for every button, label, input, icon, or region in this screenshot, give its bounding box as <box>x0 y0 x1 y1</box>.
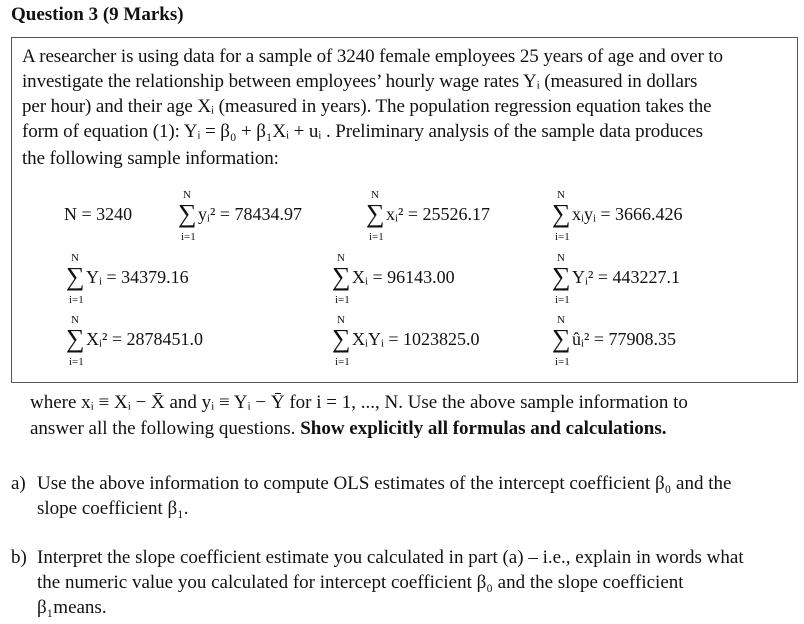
sum-u2-expression: ûᵢ² = 77908.35 <box>572 329 676 349</box>
sum-Y-expression: Yᵢ = 34379.16 <box>86 267 189 287</box>
sigma-symbol: ∑ <box>178 199 197 228</box>
where-instruction: answer all the following questions. <box>30 418 301 439</box>
sum-lower-limit: i=1 <box>555 231 570 243</box>
sigma-symbol: ∑ <box>552 199 571 228</box>
sum-upper-limit: N <box>71 314 79 326</box>
sum-XY-expression: XᵢYᵢ = 1023825.0 <box>352 329 480 349</box>
intro-line-5: the following sample information: <box>22 148 279 169</box>
sum-upper-limit: N <box>71 252 79 264</box>
sigma-symbol: ∑ <box>66 262 85 291</box>
sigma-symbol: ∑ <box>366 199 385 228</box>
where-line-1: where xᵢ ≡ Xᵢ − X̄ and yᵢ ≡ Yᵢ − Ȳ for i = 1, ..., N. Use the above sample information to <box>30 392 688 413</box>
intro-line-4: form of equation (1): Yᵢ = β₀ + β₁Xᵢ + uᵢ . Preliminary analysis of the sample data produces <box>22 121 703 142</box>
sum-upper-limit: N <box>557 252 565 264</box>
sum-lower-limit: i=1 <box>69 294 84 306</box>
sum-X-expression: Xᵢ = 96143.00 <box>352 267 455 287</box>
intro-line-2: investigate the relationship between employees’ hourly wage rates Yᵢ (measured in dollars <box>22 71 698 92</box>
intro-line-1: A researcher is using data for a sample of 3240 female employees 25 years of age and over to <box>22 46 723 67</box>
sum-lower-limit: i=1 <box>555 294 570 306</box>
sum-lower-limit: i=1 <box>369 231 384 243</box>
part-a-line-2: slope coefficient β₁. <box>37 498 189 519</box>
intro-line-3: per hour) and their age Xᵢ (measured in years). The population regression equation takes the <box>22 96 712 117</box>
sum-upper-limit: N <box>371 189 379 201</box>
sum-lower-limit: i=1 <box>555 356 570 368</box>
sum-lower-limit: i=1 <box>181 231 196 243</box>
sum-upper-limit: N <box>557 314 565 326</box>
sum-lower-limit: i=1 <box>335 356 350 368</box>
sum-lower-limit: i=1 <box>69 356 84 368</box>
sigma-symbol: ∑ <box>66 324 85 353</box>
where-line-2 <box>30 418 667 440</box>
part-a-line-1: Use the above information to compute OLS estimates of the intercept coefficient β₀ and the <box>37 473 732 494</box>
part-b-line-2: the numeric value you calculated for intercept coefficient β₀ and the slope coefficient <box>37 572 684 593</box>
part-b-label: b) <box>11 547 27 568</box>
part-b-line-1: Interpret the slope coefficient estimate you calculated in part (a) – i.e., explain in words what <box>37 547 744 568</box>
sigma-symbol: ∑ <box>332 262 351 291</box>
sum-x2-expression: xᵢ² = 25526.17 <box>386 204 490 224</box>
sigma-symbol: ∑ <box>332 324 351 353</box>
sum-upper-limit: N <box>183 189 191 201</box>
stat-n: N = 3240 <box>64 204 133 224</box>
question-title: Question 3 (9 Marks) <box>11 4 184 25</box>
sum-y2-expression: yᵢ² = 78434.97 <box>198 204 302 224</box>
part-a-label: a) <box>11 473 26 494</box>
part-b-line-3: β₁means. <box>37 597 107 618</box>
sum-upper-limit: N <box>337 314 345 326</box>
sigma-symbol: ∑ <box>552 324 571 353</box>
sigma-symbol: ∑ <box>552 262 571 291</box>
sum-upper-limit: N <box>337 252 345 264</box>
sum-Y2-expression: Yᵢ² = 443227.1 <box>572 267 680 287</box>
where-emphasis: Show explicitly all formulas and calculations. <box>300 418 667 439</box>
sum-upper-limit: N <box>557 189 565 201</box>
sum-xy-expression: xᵢyᵢ = 3666.426 <box>572 204 683 224</box>
sum-lower-limit: i=1 <box>335 294 350 306</box>
sum-X2-expression: Xᵢ² = 2878451.0 <box>86 329 203 349</box>
